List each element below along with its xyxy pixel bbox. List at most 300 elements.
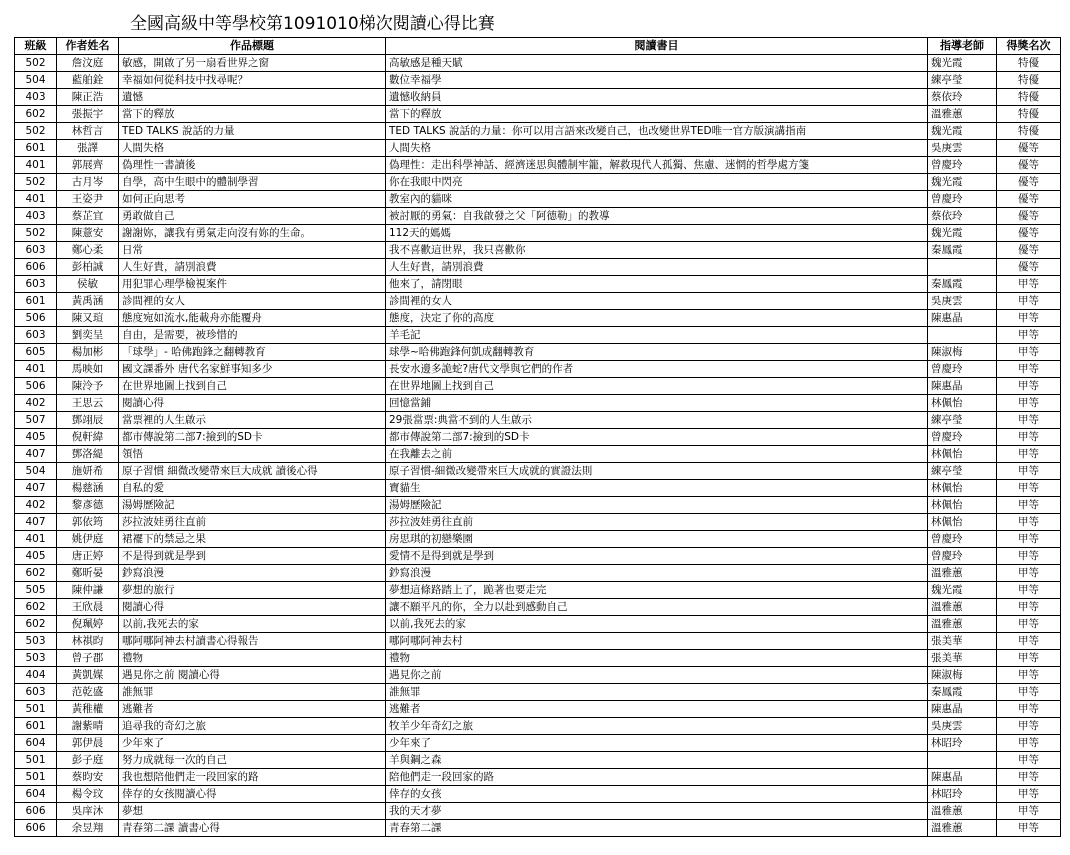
table-row — [15, 191, 1061, 208]
cell-teacher: 練亭瑩 — [928, 463, 997, 480]
cell-work-title: 「球學」- 哈佛跑鋒之翻轉教育 — [119, 344, 386, 361]
cell-work-title: 偽理性一書讀後 — [119, 157, 386, 174]
table-row — [15, 361, 1061, 378]
cell-award: 甲等 — [997, 514, 1061, 531]
cell-book: 禮物 — [386, 650, 928, 667]
cell-author: 彭子庭 — [57, 752, 119, 769]
cell-award: 特優 — [997, 106, 1061, 123]
cell-author: 王思云 — [57, 395, 119, 412]
cell-class: 401 — [15, 361, 57, 378]
cell-book: 在我離去之前 — [386, 446, 928, 463]
cell-book: 回憶當鋪 — [386, 395, 928, 412]
header-award: 得獎名次 — [997, 38, 1061, 55]
header-work-title: 作品標題 — [119, 38, 386, 55]
cell-work-title: 湯姆歷險記 — [119, 497, 386, 514]
cell-award: 甲等 — [997, 395, 1061, 412]
cell-award: 甲等 — [997, 276, 1061, 293]
table-row — [15, 497, 1061, 514]
cell-work-title: 以前,我死去的家 — [119, 616, 386, 633]
cell-teacher: 林佩怡 — [928, 480, 997, 497]
cell-work-title: 勇敢做自己 — [119, 208, 386, 225]
cell-author: 古月岑 — [57, 174, 119, 191]
cell-book: 當下的釋放 — [386, 106, 928, 123]
cell-work-title: 日常 — [119, 242, 386, 259]
cell-award: 優等 — [997, 259, 1061, 276]
cell-teacher: 曾慶玲 — [928, 531, 997, 548]
cell-author: 范乾盛 — [57, 684, 119, 701]
cell-author: 郭依筠 — [57, 514, 119, 531]
cell-teacher: 曾慶玲 — [928, 361, 997, 378]
cell-work-title: 敏感，開啟了另一扇看世界之窗 — [119, 55, 386, 72]
cell-work-title: 遺憾 — [119, 89, 386, 106]
cell-class: 502 — [15, 123, 57, 140]
table-row — [15, 89, 1061, 106]
cell-author: 黃凱媒 — [57, 667, 119, 684]
cell-author: 林哲言 — [57, 123, 119, 140]
cell-book: 讓不願平凡的你，全力以赴到感動自己 — [386, 599, 928, 616]
cell-work-title: 遇見你之前 閱讀心得 — [119, 667, 386, 684]
cell-teacher — [928, 752, 997, 769]
cell-class: 401 — [15, 157, 57, 174]
cell-author: 陳仲謙 — [57, 582, 119, 599]
cell-author: 鄭心柔 — [57, 242, 119, 259]
cell-author: 鄧洛緹 — [57, 446, 119, 463]
cell-author: 詹汶庭 — [57, 55, 119, 72]
cell-teacher: 曾慶玲 — [928, 548, 997, 565]
cell-book: 我的天才夢 — [386, 803, 928, 820]
cell-award: 甲等 — [997, 684, 1061, 701]
cell-class: 504 — [15, 463, 57, 480]
cell-author: 余昱翔 — [57, 820, 119, 837]
cell-class: 606 — [15, 820, 57, 837]
cell-work-title: 誰無罪 — [119, 684, 386, 701]
cell-book: 逃難者 — [386, 701, 928, 718]
cell-work-title: 追尋我的奇幻之旅 — [119, 718, 386, 735]
cell-teacher: 魏光霞 — [928, 174, 997, 191]
table-row — [15, 599, 1061, 616]
cell-class: 601 — [15, 293, 57, 310]
cell-work-title: 人間失格 — [119, 140, 386, 157]
cell-class: 405 — [15, 548, 57, 565]
table-row — [15, 140, 1061, 157]
cell-work-title: 當下的釋放 — [119, 106, 386, 123]
cell-author: 楊加彬 — [57, 344, 119, 361]
cell-teacher: 吳庚雲 — [928, 718, 997, 735]
cell-work-title: 如何正向思考 — [119, 191, 386, 208]
cell-award: 甲等 — [997, 633, 1061, 650]
cell-author: 藍舶銓 — [57, 72, 119, 89]
cell-author: 蔡芷宜 — [57, 208, 119, 225]
table-row — [15, 344, 1061, 361]
table-row — [15, 174, 1061, 191]
cell-teacher: 曾慶玲 — [928, 429, 997, 446]
cell-book: 教室內的貓咪 — [386, 191, 928, 208]
cell-book: 高敏感是種天賦 — [386, 55, 928, 72]
table-row — [15, 718, 1061, 735]
cell-award: 甲等 — [997, 616, 1061, 633]
cell-work-title: 當票裡的人生啟示 — [119, 412, 386, 429]
cell-author: 鄭昕晏 — [57, 565, 119, 582]
cell-class: 401 — [15, 531, 57, 548]
table-row — [15, 565, 1061, 582]
cell-book: 莎拉波娃勇往直前 — [386, 514, 928, 531]
cell-award: 甲等 — [997, 497, 1061, 514]
cell-work-title: 幸福如何從科技中找尋呢？ — [119, 72, 386, 89]
table-row — [15, 106, 1061, 123]
table-row — [15, 259, 1061, 276]
table-row — [15, 480, 1061, 497]
cell-book: 人生好貴，請別浪費 — [386, 259, 928, 276]
cell-award: 甲等 — [997, 667, 1061, 684]
cell-teacher: 秦鳳霞 — [928, 276, 997, 293]
cell-teacher: 溫雅蕙 — [928, 803, 997, 820]
cell-teacher: 陳惠晶 — [928, 769, 997, 786]
cell-award: 甲等 — [997, 752, 1061, 769]
cell-class: 601 — [15, 718, 57, 735]
cell-award: 甲等 — [997, 378, 1061, 395]
cell-teacher: 林佩怡 — [928, 497, 997, 514]
cell-author: 陳正浩 — [57, 89, 119, 106]
cell-work-title: 夢想的旅行 — [119, 582, 386, 599]
cell-award: 甲等 — [997, 463, 1061, 480]
cell-class: 407 — [15, 480, 57, 497]
cell-teacher: 秦鳳霞 — [928, 242, 997, 259]
table-row — [15, 208, 1061, 225]
table-row — [15, 769, 1061, 786]
table-row — [15, 327, 1061, 344]
cell-class: 501 — [15, 769, 57, 786]
cell-class: 506 — [15, 310, 57, 327]
cell-class: 603 — [15, 684, 57, 701]
cell-class: 603 — [15, 242, 57, 259]
cell-teacher: 練亭瑩 — [928, 412, 997, 429]
cell-work-title: 逃難者 — [119, 701, 386, 718]
cell-award: 甲等 — [997, 412, 1061, 429]
cell-class: 605 — [15, 344, 57, 361]
cell-book: 人間失格 — [386, 140, 928, 157]
header-row — [15, 38, 1061, 55]
cell-class: 601 — [15, 140, 57, 157]
cell-book: 他來了，請閉眼 — [386, 276, 928, 293]
cell-work-title: 國文課番外 唐代名家鮮事知多少 — [119, 361, 386, 378]
cell-award: 甲等 — [997, 480, 1061, 497]
cell-award: 甲等 — [997, 565, 1061, 582]
cell-work-title: 態度宛如流水,能載舟亦能覆舟 — [119, 310, 386, 327]
cell-award: 甲等 — [997, 548, 1061, 565]
cell-class: 503 — [15, 650, 57, 667]
cell-book: 哪阿哪阿神去村 — [386, 633, 928, 650]
cell-book: 都市傳說第二部7:撿到的SD卡 — [386, 429, 928, 446]
cell-book: 寶貓生 — [386, 480, 928, 497]
cell-work-title: 努力成就每一次的自己 — [119, 752, 386, 769]
cell-teacher: 陳惠晶 — [928, 701, 997, 718]
table-row — [15, 395, 1061, 412]
cell-class: 405 — [15, 429, 57, 446]
cell-teacher: 林昭玲 — [928, 786, 997, 803]
cell-award: 甲等 — [997, 650, 1061, 667]
cell-work-title: 都市傳說第二部7:撿到的SD卡 — [119, 429, 386, 446]
cell-award: 甲等 — [997, 769, 1061, 786]
cell-class: 407 — [15, 446, 57, 463]
cell-class: 503 — [15, 633, 57, 650]
cell-work-title: 夢想 — [119, 803, 386, 820]
cell-book: 羊毛記 — [386, 327, 928, 344]
table-row — [15, 650, 1061, 667]
cell-class: 606 — [15, 259, 57, 276]
cell-teacher: 張美華 — [928, 650, 997, 667]
cell-work-title: 用犯罪心理學檢視案件 — [119, 276, 386, 293]
cell-class: 606 — [15, 803, 57, 820]
cell-award: 甲等 — [997, 429, 1061, 446]
cell-book: 態度，決定了你的高度 — [386, 310, 928, 327]
cell-teacher: 林昭玲 — [928, 735, 997, 752]
cell-teacher: 吳庚雲 — [928, 140, 997, 157]
cell-book: 遇見你之前 — [386, 667, 928, 684]
table-row — [15, 548, 1061, 565]
cell-teacher: 林佩怡 — [928, 446, 997, 463]
cell-book: 愛情不是得到就是學到 — [386, 548, 928, 565]
table-row — [15, 667, 1061, 684]
cell-book: TED TALKS 說話的力量：你可以用言語來改變自己，也改變世界TED唯一官方版演講指南 — [386, 123, 928, 140]
cell-teacher: 溫雅蕙 — [928, 820, 997, 837]
cell-author: 張振宇 — [57, 106, 119, 123]
cell-award: 優等 — [997, 242, 1061, 259]
cell-author: 施妍希 — [57, 463, 119, 480]
cell-award: 優等 — [997, 191, 1061, 208]
cell-teacher — [928, 327, 997, 344]
cell-teacher: 蔡依玲 — [928, 208, 997, 225]
cell-teacher: 陳淑梅 — [928, 667, 997, 684]
table-row — [15, 225, 1061, 242]
cell-class: 507 — [15, 412, 57, 429]
cell-book: 羊與鋼之森 — [386, 752, 928, 769]
table-row — [15, 616, 1061, 633]
cell-author: 王欣晨 — [57, 599, 119, 616]
cell-award: 優等 — [997, 225, 1061, 242]
cell-award: 甲等 — [997, 582, 1061, 599]
cell-work-title: 領悟 — [119, 446, 386, 463]
cell-book: 以前,我死去的家 — [386, 616, 928, 633]
cell-author: 姚伊庭 — [57, 531, 119, 548]
table-row — [15, 786, 1061, 803]
cell-book: 誰無罪 — [386, 684, 928, 701]
cell-teacher: 溫雅蕙 — [928, 106, 997, 123]
cell-author: 郭伊晨 — [57, 735, 119, 752]
cell-award: 甲等 — [997, 803, 1061, 820]
cell-teacher: 練亭瑩 — [928, 72, 997, 89]
cell-author: 馬映如 — [57, 361, 119, 378]
cell-work-title: 哪阿哪阿神去村讀書心得報告 — [119, 633, 386, 650]
cell-teacher: 曾慶玲 — [928, 191, 997, 208]
cell-author: 倪珮婷 — [57, 616, 119, 633]
cell-author: 郭展齊 — [57, 157, 119, 174]
table-row — [15, 429, 1061, 446]
header-book: 閱讀書目 — [386, 38, 928, 55]
cell-book: 陪他們走一段回家的路 — [386, 769, 928, 786]
cell-class: 502 — [15, 55, 57, 72]
table-row — [15, 463, 1061, 480]
cell-book: 青春第二課 — [386, 820, 928, 837]
cell-teacher: 陳惠晶 — [928, 310, 997, 327]
cell-author: 曾子郡 — [57, 650, 119, 667]
cell-book: 偽理性：走出科學神話、經濟迷思與體制牢籠，解救現代人孤獨、焦慮、迷惘的哲學處方箋 — [386, 157, 928, 174]
cell-book: 我不喜歡這世界，我只喜歡你 — [386, 242, 928, 259]
cell-author: 唐正婷 — [57, 548, 119, 565]
cell-author: 陳薏安 — [57, 225, 119, 242]
cell-teacher: 魏光霞 — [928, 123, 997, 140]
awards-table — [14, 37, 1061, 837]
table-row — [15, 446, 1061, 463]
cell-class: 602 — [15, 616, 57, 633]
cell-book: 少年來了 — [386, 735, 928, 752]
cell-class: 403 — [15, 208, 57, 225]
cell-teacher: 曾慶玲 — [928, 157, 997, 174]
cell-award: 甲等 — [997, 701, 1061, 718]
cell-book: 數位幸福學 — [386, 72, 928, 89]
table-row — [15, 242, 1061, 259]
cell-work-title: 原子習慣 細微改變帶來巨大成就 讀後心得 — [119, 463, 386, 480]
cell-teacher: 秦鳳霞 — [928, 684, 997, 701]
cell-author: 彭柏誠 — [57, 259, 119, 276]
table-row — [15, 752, 1061, 769]
cell-award: 特優 — [997, 123, 1061, 140]
table-row — [15, 293, 1061, 310]
cell-author: 陳又瑄 — [57, 310, 119, 327]
cell-class: 603 — [15, 276, 57, 293]
cell-award: 甲等 — [997, 820, 1061, 837]
cell-book: 球學~哈佛跑鋒何凱成翻轉教育 — [386, 344, 928, 361]
header-teacher: 指導老師 — [928, 38, 997, 55]
cell-book: 湯姆歷險記 — [386, 497, 928, 514]
cell-book: 原子習慣-細微改變帶來巨大成就的實證法則 — [386, 463, 928, 480]
cell-award: 甲等 — [997, 718, 1061, 735]
cell-teacher: 蔡依玲 — [928, 89, 997, 106]
cell-class: 403 — [15, 89, 57, 106]
cell-class: 603 — [15, 327, 57, 344]
cell-author: 蔡昀安 — [57, 769, 119, 786]
cell-award: 甲等 — [997, 293, 1061, 310]
cell-award: 優等 — [997, 208, 1061, 225]
cell-author: 楊令玟 — [57, 786, 119, 803]
cell-class: 402 — [15, 395, 57, 412]
cell-work-title: 人生好貴，請別浪費 — [119, 259, 386, 276]
cell-award: 甲等 — [997, 599, 1061, 616]
cell-book: 112天的媽媽 — [386, 225, 928, 242]
cell-work-title: 青春第二課 讀書心得 — [119, 820, 386, 837]
cell-teacher: 溫雅蕙 — [928, 565, 997, 582]
cell-award: 甲等 — [997, 446, 1061, 463]
table-row — [15, 514, 1061, 531]
cell-book: 房思琪的初戀樂園 — [386, 531, 928, 548]
cell-book: 牧羊少年奇幻之旅 — [386, 718, 928, 735]
cell-work-title: 在世界地圖上找到自己 — [119, 378, 386, 395]
cell-book: 被討厭的勇氣：自我啟發之父「阿德勒」的教導 — [386, 208, 928, 225]
cell-author: 黃稚權 — [57, 701, 119, 718]
header-author: 作者姓名 — [57, 38, 119, 55]
cell-author: 王姿尹 — [57, 191, 119, 208]
cell-work-title: 少年來了 — [119, 735, 386, 752]
cell-author: 吳庠沐 — [57, 803, 119, 820]
cell-author: 黃禹涵 — [57, 293, 119, 310]
cell-class: 502 — [15, 174, 57, 191]
cell-award: 優等 — [997, 174, 1061, 191]
cell-book: 倖存的女孩 — [386, 786, 928, 803]
cell-award: 甲等 — [997, 531, 1061, 548]
table-row — [15, 276, 1061, 293]
cell-class: 501 — [15, 701, 57, 718]
cell-work-title: 閱讀心得 — [119, 599, 386, 616]
cell-award: 甲等 — [997, 735, 1061, 752]
cell-award: 甲等 — [997, 327, 1061, 344]
cell-teacher: 張美華 — [928, 633, 997, 650]
cell-class: 501 — [15, 752, 57, 769]
cell-award: 優等 — [997, 157, 1061, 174]
cell-book: 你在我眼中閃亮 — [386, 174, 928, 191]
cell-teacher: 陳惠晶 — [928, 378, 997, 395]
cell-class: 404 — [15, 667, 57, 684]
table-row — [15, 157, 1061, 174]
table-row — [15, 582, 1061, 599]
cell-author: 陳泠予 — [57, 378, 119, 395]
cell-work-title: 裙襬下的禁忌之果 — [119, 531, 386, 548]
cell-author: 鄧翊辰 — [57, 412, 119, 429]
cell-teacher: 林佩怡 — [928, 395, 997, 412]
cell-class: 407 — [15, 514, 57, 531]
table-row — [15, 55, 1061, 72]
cell-work-title: 謝謝妳，讓我有勇氣走向沒有妳的生命。 — [119, 225, 386, 242]
cell-teacher: 陳淑梅 — [928, 344, 997, 361]
document-title: 全國高級中等學校第1091010梯次閱讀心得比賽 — [130, 14, 495, 34]
cell-teacher: 魏光霞 — [928, 582, 997, 599]
cell-class: 505 — [15, 582, 57, 599]
table-row — [15, 412, 1061, 429]
cell-class: 604 — [15, 786, 57, 803]
cell-teacher: 魏光霞 — [928, 55, 997, 72]
cell-author: 黎彥德 — [57, 497, 119, 514]
table-row — [15, 735, 1061, 752]
cell-book: 鈔寫浪漫 — [386, 565, 928, 582]
cell-work-title: 自由，是需要，被珍惜的 — [119, 327, 386, 344]
cell-teacher: 林佩怡 — [928, 514, 997, 531]
cell-award: 特優 — [997, 72, 1061, 89]
cell-book: 診間裡的女人 — [386, 293, 928, 310]
cell-class: 402 — [15, 497, 57, 514]
cell-class: 504 — [15, 72, 57, 89]
cell-award: 優等 — [997, 140, 1061, 157]
table-row — [15, 803, 1061, 820]
cell-author: 侯敏 — [57, 276, 119, 293]
cell-work-title: 自私的愛 — [119, 480, 386, 497]
cell-class: 502 — [15, 225, 57, 242]
cell-award: 甲等 — [997, 344, 1061, 361]
cell-work-title: 禮物 — [119, 650, 386, 667]
table-row — [15, 123, 1061, 140]
cell-class: 604 — [15, 735, 57, 752]
header-class: 班級 — [15, 38, 57, 55]
cell-work-title: 我也想陪他們走一段回家的路 — [119, 769, 386, 786]
cell-book: 在世界地圖上找到自己 — [386, 378, 928, 395]
cell-award: 甲等 — [997, 786, 1061, 803]
table-row — [15, 701, 1061, 718]
cell-work-title: 鈔寫浪漫 — [119, 565, 386, 582]
cell-class: 602 — [15, 106, 57, 123]
cell-work-title: 閱讀心得 — [119, 395, 386, 412]
cell-work-title: 不是得到就是學到 — [119, 548, 386, 565]
table-row — [15, 378, 1061, 395]
cell-work-title: 倖存的女孩閱讀心得 — [119, 786, 386, 803]
table-row — [15, 684, 1061, 701]
cell-teacher: 溫雅蕙 — [928, 599, 997, 616]
